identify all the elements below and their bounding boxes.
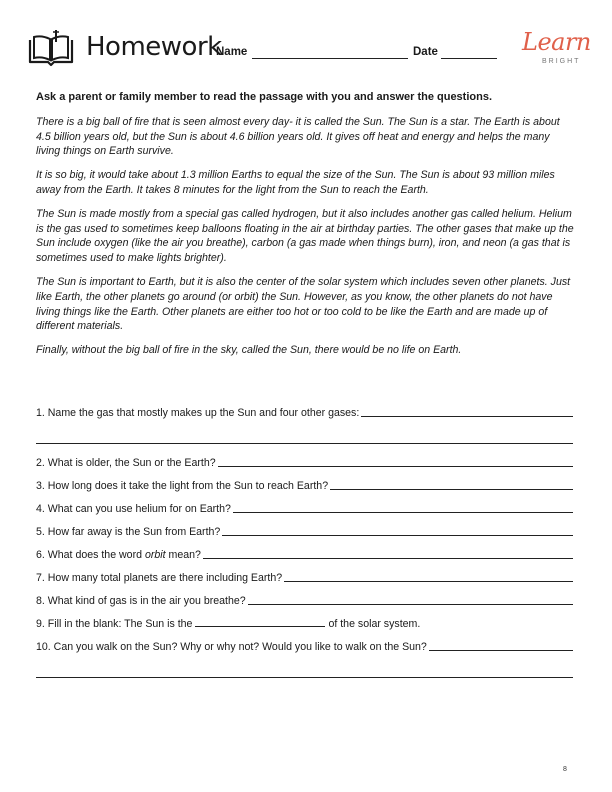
learn-bright-logo bbox=[520, 26, 594, 74]
fill-in-blank[interactable] bbox=[195, 616, 325, 627]
logo-subword: BRIGHT bbox=[542, 58, 581, 65]
answer-line-1b[interactable] bbox=[36, 421, 573, 444]
date-field[interactable] bbox=[441, 58, 497, 59]
date-label: Date bbox=[413, 46, 438, 58]
question-2 bbox=[36, 448, 573, 471]
answer-line-3[interactable] bbox=[330, 488, 573, 490]
answer-line-4[interactable] bbox=[233, 511, 573, 513]
logo-word: Learn bbox=[522, 28, 591, 56]
header bbox=[26, 26, 591, 74]
question-10 bbox=[36, 632, 573, 655]
answer-line-7[interactable] bbox=[284, 580, 573, 582]
question-9-before: 9. Fill in the blank: The Sun is the bbox=[36, 618, 193, 630]
question-9 bbox=[36, 609, 573, 632]
answer-line-1[interactable] bbox=[361, 415, 573, 417]
passage-section bbox=[36, 90, 576, 367]
name-label: Name bbox=[216, 46, 248, 58]
answer-line-10b[interactable] bbox=[36, 655, 573, 678]
question-4 bbox=[36, 494, 573, 517]
question-text bbox=[36, 616, 420, 632]
passage-paragraph-4: The Sun is important to Earth, but it is also the center of the solar system which includes seven other planets. Just like Earth, the other planets go around (or orbit) the Sun. However, as you know, the other planets do not have living things like the Earth. Other planets are either too hot or too cold to be like the Earth and are made up of different materials. bbox=[36, 275, 571, 333]
question-text: 2. What is older, the Sun or the Earth? bbox=[36, 457, 216, 469]
question-text bbox=[36, 549, 201, 563]
question-6-italic: orbit bbox=[144, 549, 166, 561]
question-5 bbox=[36, 517, 573, 540]
answer-line-8[interactable] bbox=[248, 603, 573, 605]
question-text: 10. Can you walk on the Sun? Why or why not? Would you like to walk on the Sun? bbox=[36, 641, 427, 653]
question-3 bbox=[36, 471, 573, 494]
answer-line-10[interactable] bbox=[429, 649, 573, 651]
question-text: 1. Name the gas that mostly makes up the Sun and four other gases: bbox=[36, 407, 360, 419]
answer-line-2[interactable] bbox=[218, 465, 573, 467]
passage-paragraph-2: It is so big, it would take about 1.3 million Earths to equal the size of the Sun. The Sun is about 93 million miles away from the Earth. It takes 8 minutes for the light from the Sun to reach the Earth. bbox=[36, 169, 555, 196]
question-1 bbox=[36, 398, 573, 421]
question-text: 7. How many total planets are there including Earth? bbox=[36, 572, 283, 584]
question-9-after: of the solar system. bbox=[328, 618, 421, 630]
passage-paragraph-5: Finally, without the big ball of fire in the sky, called the Sun, there would be no life on Earth. bbox=[36, 344, 462, 357]
question-8 bbox=[36, 586, 573, 609]
instruction-text: Ask a parent or family member to read the passage with you and answer the questions. bbox=[36, 91, 493, 103]
answer-line-5[interactable] bbox=[222, 534, 573, 536]
question-text: 3. How long does it take the light from the Sun to reach Earth? bbox=[36, 480, 329, 492]
open-book-icon bbox=[26, 28, 76, 68]
page-number: 8 bbox=[563, 766, 567, 773]
question-7 bbox=[36, 563, 573, 586]
question-text: 8. What kind of gas is in the air you breathe? bbox=[36, 595, 246, 607]
question-text: 4. What can you use helium for on Earth? bbox=[36, 503, 231, 515]
question-6-after: mean? bbox=[165, 549, 201, 561]
name-field[interactable] bbox=[252, 58, 408, 59]
questions-section bbox=[36, 398, 573, 682]
passage-paragraph-1: There is a big ball of fire that is seen almost every day- it is called the Sun. The Sun is a star. The Earth is about 4.5 billion years old, but the Sun is about 4.6 billion years old. It gives off heat and energy and helps the many living things on Earth survive. bbox=[36, 115, 560, 158]
passage-paragraph-3: The Sun is made mostly from a special gas called hydrogen, but it also includes another gas called helium. Helium is the gas used to sometimes keep balloons floating in the air at birthday parties. The other gases that make up the Sun include oxygen (like the air you breathe), carbon (a gas made when things burn), iron, and neon (a gas that is sometimes used to make lights brighter). bbox=[36, 207, 574, 265]
question-6-before: 6. What does the word bbox=[36, 549, 145, 561]
page-title: Homework bbox=[86, 32, 222, 62]
answer-line-6[interactable] bbox=[203, 557, 573, 559]
question-6 bbox=[36, 540, 573, 563]
question-text: 5. How far away is the Sun from Earth? bbox=[36, 526, 221, 538]
